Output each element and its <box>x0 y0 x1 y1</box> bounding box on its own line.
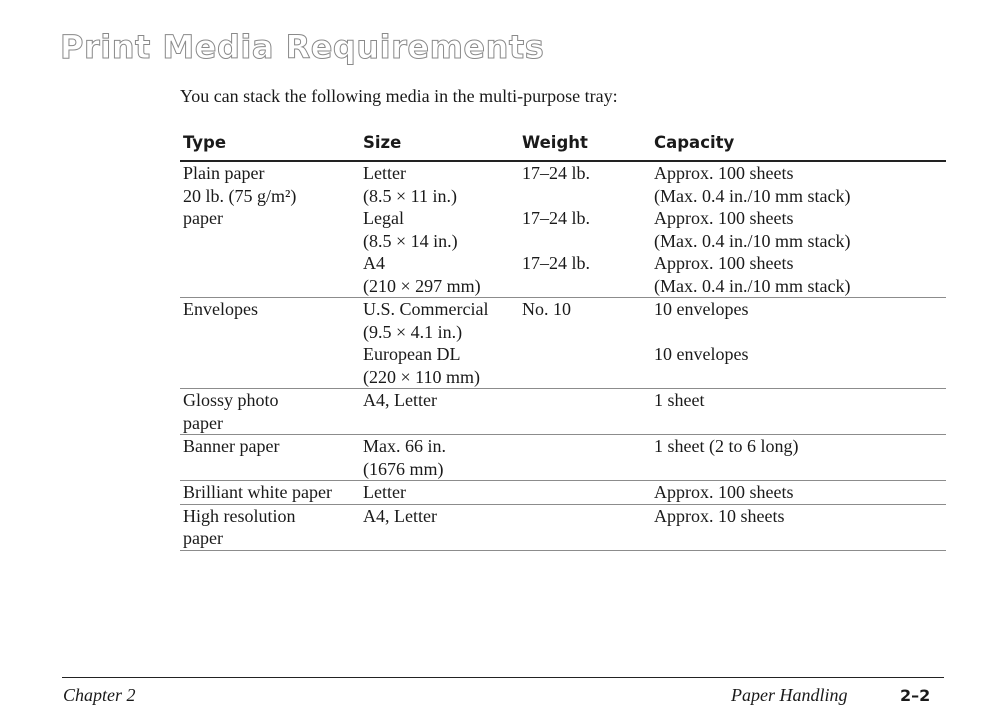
cell-line: Plain paper <box>183 163 265 183</box>
cell-line: Banner paper <box>183 436 280 456</box>
cell-line: Glossy photo <box>183 390 279 410</box>
cell-line: Letter <box>363 482 406 502</box>
cell-line: (210 × 297 mm) <box>363 275 481 296</box>
cell-line: No. 10 <box>522 299 571 319</box>
media-table <box>180 126 946 551</box>
cell-line: (Max. 0.4 in./10 mm stack) <box>654 185 851 206</box>
table-row <box>180 481 946 505</box>
cell-line: Letter <box>363 163 406 183</box>
cell-line: Legal <box>363 208 404 228</box>
cell-line: (1676 mm) <box>363 458 444 479</box>
cell-line: Envelopes <box>183 299 258 319</box>
table-row <box>180 389 946 435</box>
cell-capacity <box>651 435 946 481</box>
cell-line: 17–24 lb. <box>522 208 591 228</box>
cell-weight <box>519 161 651 298</box>
cell-weight <box>519 435 651 481</box>
cell-line: A4, Letter <box>363 390 437 410</box>
footer-divider <box>62 677 944 678</box>
header-weight: Weight <box>519 126 651 161</box>
page-title: Print Media Requirements <box>60 28 545 66</box>
cell-type <box>180 435 360 481</box>
cell-line: (8.5 × 14 in.) <box>363 230 458 251</box>
cell-line: 17–24 lb. <box>522 253 591 273</box>
cell-line: Approx. 100 sheets <box>654 163 794 183</box>
cell-line <box>522 185 651 208</box>
cell-weight <box>519 389 651 435</box>
cell-line: Brilliant white paper <box>183 482 332 502</box>
cell-type <box>180 389 360 435</box>
cell-line: European DL <box>363 344 461 364</box>
intro-text: You can stack the following media in the multi-purpose tray: <box>180 86 618 106</box>
cell-capacity <box>651 504 946 550</box>
cell-size <box>360 161 519 298</box>
table-row <box>180 298 946 389</box>
cell-size <box>360 298 519 389</box>
cell-line: 17–24 lb. <box>522 163 591 183</box>
cell-type <box>180 504 360 550</box>
cell-line: U.S. Commercial <box>363 299 489 319</box>
cell-line: Approx. 100 sheets <box>654 208 794 228</box>
cell-line: A4, Letter <box>363 505 437 526</box>
cell-size <box>360 435 519 481</box>
cell-line: (9.5 × 4.1 in.) <box>363 321 463 342</box>
header-type: Type <box>180 126 360 161</box>
cell-line: Max. 66 in. <box>363 436 446 456</box>
cell-weight <box>519 298 651 389</box>
cell-line: 10 envelopes <box>654 344 749 364</box>
cell-weight <box>519 504 651 550</box>
cell-type <box>180 481 360 505</box>
cell-line: High resolution <box>183 505 296 526</box>
cell-line: 1 sheet <box>654 390 705 410</box>
cell-capacity <box>651 161 946 298</box>
header-capacity: Capacity <box>651 126 946 161</box>
table-row <box>180 435 946 481</box>
cell-line: A4 <box>363 253 385 273</box>
cell-line: paper <box>183 412 223 433</box>
cell-size <box>360 481 519 505</box>
table-row <box>180 161 946 298</box>
cell-line: 1 sheet (2 to 6 long) <box>654 436 799 456</box>
cell-capacity <box>651 298 946 389</box>
cell-line: paper <box>183 208 223 228</box>
cell-line <box>522 230 651 253</box>
cell-line: (Max. 0.4 in./10 mm stack) <box>654 275 851 296</box>
footer-chapter: Chapter 2 <box>63 685 136 705</box>
cell-capacity <box>651 389 946 435</box>
table-header-row <box>180 126 946 161</box>
cell-line: Approx. 100 sheets <box>654 482 794 502</box>
cell-line: Approx. 100 sheets <box>654 253 794 273</box>
header-size: Size <box>360 126 519 161</box>
cell-size <box>360 389 519 435</box>
cell-line: Approx. 10 sheets <box>654 505 785 526</box>
cell-type <box>180 161 360 298</box>
footer-section-title: Paper Handling <box>731 685 848 705</box>
cell-weight <box>519 481 651 505</box>
cell-line <box>654 321 946 344</box>
cell-line: 10 envelopes <box>654 299 749 319</box>
cell-size <box>360 504 519 550</box>
cell-line: (8.5 × 11 in.) <box>363 185 457 206</box>
cell-line: (220 × 110 mm) <box>363 366 480 387</box>
cell-capacity <box>651 481 946 505</box>
cell-line: paper <box>183 528 223 548</box>
cell-line: 20 lb. (75 g/m²) <box>183 185 297 206</box>
cell-line: (Max. 0.4 in./10 mm stack) <box>654 230 851 251</box>
footer-page-number: 2–2 <box>900 686 931 705</box>
table-row <box>180 504 946 550</box>
cell-type <box>180 298 360 389</box>
